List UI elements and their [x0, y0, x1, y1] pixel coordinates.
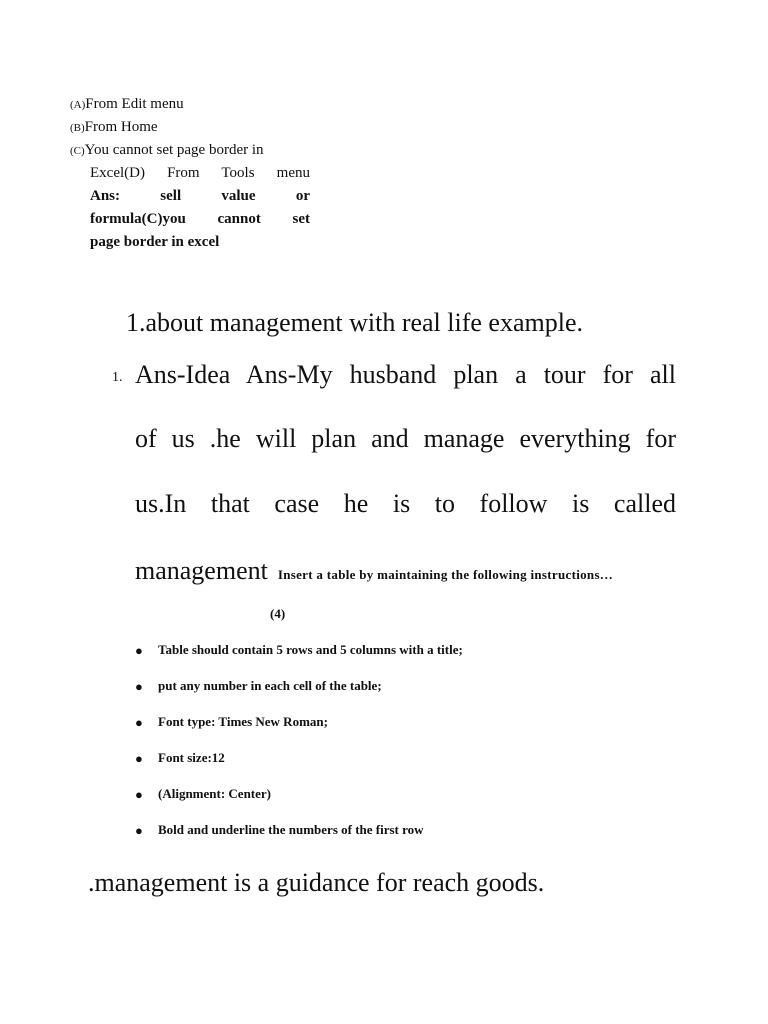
answer-last-line — [135, 556, 613, 586]
option-c — [70, 139, 264, 163]
bullet-icon: ● — [135, 787, 143, 802]
instruction-text: Insert a table by maintaining the following instructions… — [277, 567, 614, 582]
bullet-icon: ● — [135, 643, 143, 658]
answer-line-3: page border in excel — [90, 234, 220, 250]
option-a-text: From Edit menu — [85, 96, 184, 112]
option-c-letter: (C) — [70, 145, 85, 157]
option-b-text: From Home — [84, 119, 158, 135]
bullet-icon: ● — [135, 823, 143, 838]
answer-line-1: Ans: sell value or — [90, 188, 310, 204]
answer-line-a: Ans-Idea Ans-My husband plan a tour for all — [135, 360, 676, 389]
option-b-letter: (B) — [70, 122, 85, 134]
answer-line-2: formula(C)you cannot set — [90, 211, 310, 227]
question-heading: 1.about management with real life example. — [126, 308, 583, 337]
closing-line: .management is a guidance for reach goods. — [88, 868, 545, 897]
option-a — [70, 93, 184, 117]
answer-line-b: of us .he will plan and manage everything for — [135, 424, 676, 453]
option-c-continued: Excel(D) From Tools menu — [90, 165, 310, 181]
answer-number: 1. — [112, 370, 123, 385]
bullet-icon: ● — [135, 715, 143, 730]
option-c-text: You cannot set page border in — [84, 142, 264, 158]
marks: (4) — [270, 606, 286, 621]
bullet-icon: ● — [135, 679, 143, 694]
bullet-icon: ● — [135, 751, 143, 766]
answer-line-c: us.In that case he is to follow is called — [135, 489, 676, 518]
option-a-letter: (A) — [70, 99, 86, 111]
option-b — [70, 116, 158, 140]
answer-last-word: management — [135, 556, 268, 585]
